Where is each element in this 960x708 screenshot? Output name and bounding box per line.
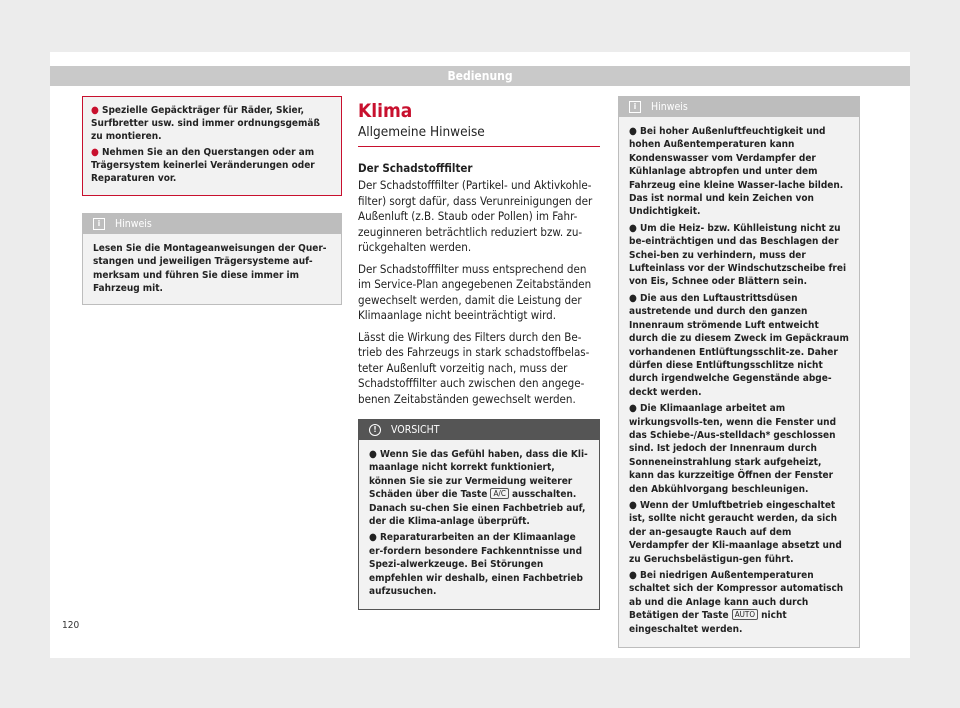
hinweis-text: Lesen Sie die Montageanweisungen der Quer-stangen und jeweiligen Trägersysteme auf-merksam und führen Sie diese immer im Fahrzeug mit. (93, 243, 327, 295)
bullet-icon: ● (91, 105, 99, 116)
bullet-icon: ● (369, 532, 377, 544)
auto-key-symbol: AUTO (732, 609, 758, 620)
hinweis-bullet: ● Wenn der Umluftbetrieb eingeschaltet ist, sollte nicht geraucht werden, da sich der an-gesaugte Rauch auf dem Verdampfer der Kli-maanlage absetzt und zu Geruchsbelästigun-gen führt. (629, 499, 842, 565)
caution-icon: ! (369, 424, 381, 436)
warning-bullet: ● Spezielle Gepäckträger für Räder, Skier, Surfbretter usw. sind immer ordnungsgemäß zu montieren. (91, 105, 320, 142)
page-number: 120 (62, 620, 80, 631)
bullet-icon: ● (629, 292, 637, 304)
vorsicht-header: ! VORSICHT (359, 420, 599, 440)
section-subtitle: Allgemeine Hinweise (358, 124, 600, 147)
ac-key-symbol: A/C (490, 488, 508, 499)
bullet-icon: ● (91, 147, 99, 158)
paragraph: Der Schadstofffilter muss entsprechend den im Service-Plan angegebenen Zeitabständen gewechselt werden, damit die Leistung der Klimaanlage nicht beeinträchtigt wird. (358, 261, 592, 322)
vorsicht-box (358, 419, 600, 610)
column-middle (358, 96, 600, 610)
hinweis-box (82, 213, 342, 305)
bullet-icon: ● (629, 499, 637, 511)
hinweis-bullet: ● Die Klimaanlage arbeitet am wirkungsvolls-ten, wenn die Fenster und das Schiebe-/Aus-stelldach* geschlossen sind. Ist jedoch der Innenraum durch Sonneneinstrahlung stark aufgeheizt, kann das kurzzeitige Öffnen der Fenster den Abkühlvorgang beschleunigen. (629, 403, 837, 495)
hinweis-body (619, 117, 859, 647)
bullet-icon: ● (369, 449, 377, 460)
section-header: Bedienung (50, 66, 910, 86)
hinweis-bullet: ● Bei niedrigen Außentemperaturen schaltet sich der Kompressor automatisch ab und die Anlage kann auch durch Betätigen der Taste AUTO nicht eingeschaltet werden. (629, 570, 844, 635)
hinweis-bullet: ● Um die Heiz- bzw. Kühlleistung nicht zu be-einträchtigen und das Beschlagen der Schei-ben zu verhindern, muss der Lufteinlass vor der Windschutzscheibe frei von Eis, Schnee oder Blättern sein. (629, 222, 847, 288)
column-right (618, 96, 860, 648)
hinweis-bullet: ● Bei hoher Außenluftfeuchtigkeit und hohen Außentemperaturen kann Kondenswasser vom Verdampfer der Kühlanlage abtropfen und unter dem Fahrzeug eine kleine Wasser-lache bilden. Das ist normal und kein Zeichen von Undichtigkeit. (629, 126, 844, 218)
warning-bullet: ● Nehmen Sie an den Querstangen oder am Trägersystem keinerlei Veränderungen oder Reparaturen vor. (91, 147, 315, 184)
caution-bullet: ● Reparaturarbeiten an der Klimaanlage er-fordern besondere Fachkenntnisse und Spezi-alwerkzeuge. Bei Störungen empfehlen wir deshalb, einen Fachbetrieb aufzusuchen. (369, 532, 583, 598)
bullet-icon: ● (629, 222, 637, 234)
column-left (82, 96, 342, 305)
info-icon: i (93, 218, 105, 230)
vorsicht-body (359, 440, 599, 609)
hinweis-box (618, 96, 860, 648)
bullet-icon: ● (629, 403, 637, 415)
chapter-title: Klima (358, 100, 413, 122)
bullet-icon: ● (629, 126, 637, 137)
paragraph-heading: Der Schadstofffilter (358, 161, 473, 175)
bullet-icon: ● (629, 570, 637, 581)
hinweis-header: i Hinweis (619, 97, 859, 117)
paragraph: Lässt die Wirkung des Filters durch den Be-trieb des Fahrzeugs in stark schadstoffbelas-teter Außenluft vorzeitig nach, muss der Schadstofffilter auch zwischen den angege-benen Zeitabständen gewechselt werden. (358, 329, 590, 406)
hinweis-header: i Hinweis (83, 214, 341, 234)
info-icon: i (629, 101, 641, 113)
hinweis-bullet: ● Die aus den Luftaustrittsdüsen austretende und durch den ganzen Innenraum strömende Luft entweicht durch die zu diesem Zweck im Gepäckraum vorhandenen Entlüftungsschlit-ze. Daher dürfen diese Entlüftungsschlitze nicht durch irgendwelche Gegenstände abge-deckt werden. (629, 292, 849, 398)
paragraph: Der Schadstofffilter (Partikel- und Aktivkohle-filter) sorgt dafür, dass Verunreinigungen der Außenluft (z.B. Staub oder Pollen) im Fahr-zeuginneren beträchtlich reduziert bzw. zu-rückgehalten werden. (358, 178, 593, 254)
caution-bullet: ● Wenn Sie das Gefühl haben, dass die Kli-maanlage nicht korrekt funktioniert, können Sie sie zur Vermeidung weiterer Schäden über die Taste A/C ausschalten. Danach su-chen Sie einen Fachbetrieb auf, der die Klima-anlage überprüft. (369, 449, 588, 528)
warning-continuation-box (82, 96, 342, 196)
